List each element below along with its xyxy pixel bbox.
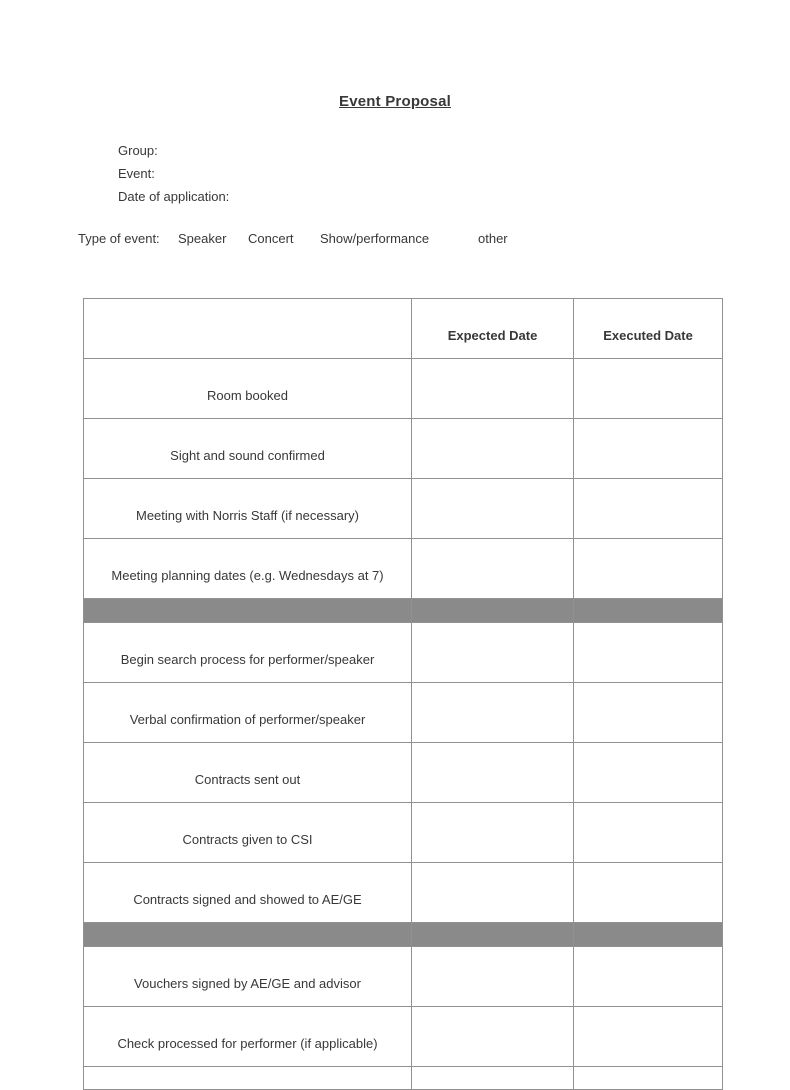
- table-row: [84, 539, 723, 599]
- expected-date-cell: [412, 623, 574, 683]
- table-row: [84, 359, 723, 419]
- expected-date-cell: [412, 419, 574, 479]
- event-checklist-table: [83, 298, 723, 1090]
- task-cell: Contracts sent out: [84, 743, 412, 803]
- task-cell: Meeting with Norris Staff (if necessary): [84, 479, 412, 539]
- executed-date-cell: [574, 863, 723, 923]
- table-row: [84, 683, 723, 743]
- expected-date-cell: [412, 1007, 574, 1067]
- group-field-label: Group:: [118, 143, 158, 158]
- expected-date-column-header: Expected Date: [412, 299, 574, 359]
- task-column-header: [84, 299, 412, 359]
- executed-date-cell: [574, 623, 723, 683]
- task-cell: Contracts signed and showed to AE/GE: [84, 863, 412, 923]
- event-type-option-show-performance: Show/performance: [320, 231, 430, 246]
- executed-date-cell: [574, 539, 723, 599]
- event-field-label: Event:: [118, 166, 155, 181]
- type-of-event-row: [0, 231, 790, 249]
- table-row: [84, 863, 723, 923]
- empty-bottom-row: [84, 1067, 723, 1090]
- separator-cell: [84, 599, 412, 623]
- event-type-option-speaker: Speaker: [178, 231, 227, 246]
- executed-date-column-header: Executed Date: [574, 299, 723, 359]
- separator-cell: [574, 599, 723, 623]
- expected-date-cell: [412, 803, 574, 863]
- task-cell: Room booked: [84, 359, 412, 419]
- task-cell: [84, 1067, 412, 1090]
- separator-row: [84, 599, 723, 623]
- executed-date-cell: [574, 1007, 723, 1067]
- separator-row: [84, 923, 723, 947]
- date-of-application-field-label: Date of application:: [118, 189, 230, 204]
- executed-date-cell: [574, 1067, 723, 1090]
- separator-cell: [412, 923, 574, 947]
- executed-date-cell: [574, 683, 723, 743]
- expected-date-cell: [412, 359, 574, 419]
- task-cell: Begin search process for performer/speaker: [84, 623, 412, 683]
- table-row: [84, 743, 723, 803]
- task-cell: Sight and sound confirmed: [84, 419, 412, 479]
- table-row: [84, 623, 723, 683]
- application-fields: [118, 139, 229, 208]
- task-cell: Check processed for performer (if applicable): [84, 1007, 412, 1067]
- expected-date-cell: [412, 743, 574, 803]
- separator-cell: [574, 923, 723, 947]
- executed-date-cell: [574, 947, 723, 1007]
- table-row: [84, 1007, 723, 1067]
- table-row: [84, 947, 723, 1007]
- expected-date-cell: [412, 479, 574, 539]
- executed-date-cell: [574, 479, 723, 539]
- executed-date-cell: [574, 743, 723, 803]
- event-type-option-concert: Concert: [248, 231, 294, 246]
- task-cell: Vouchers signed by AE/GE and advisor: [84, 947, 412, 1007]
- table-header-row: [84, 299, 723, 359]
- table-row: [84, 479, 723, 539]
- task-cell: Contracts given to CSI: [84, 803, 412, 863]
- expected-date-cell: [412, 539, 574, 599]
- type-of-event-label: Type of event:: [78, 231, 160, 246]
- expected-date-cell: [412, 683, 574, 743]
- table-row: [84, 419, 723, 479]
- expected-date-cell: [412, 863, 574, 923]
- expected-date-cell: [412, 947, 574, 1007]
- executed-date-cell: [574, 359, 723, 419]
- separator-cell: [84, 923, 412, 947]
- separator-cell: [412, 599, 574, 623]
- page-title: Event Proposal: [339, 93, 451, 110]
- task-cell: Verbal confirmation of performer/speaker: [84, 683, 412, 743]
- executed-date-cell: [574, 803, 723, 863]
- task-cell: Meeting planning dates (e.g. Wednesdays at 7): [84, 539, 412, 599]
- expected-date-cell: [412, 1067, 574, 1090]
- event-type-option-other: other: [478, 231, 508, 246]
- table-row: [84, 803, 723, 863]
- executed-date-cell: [574, 419, 723, 479]
